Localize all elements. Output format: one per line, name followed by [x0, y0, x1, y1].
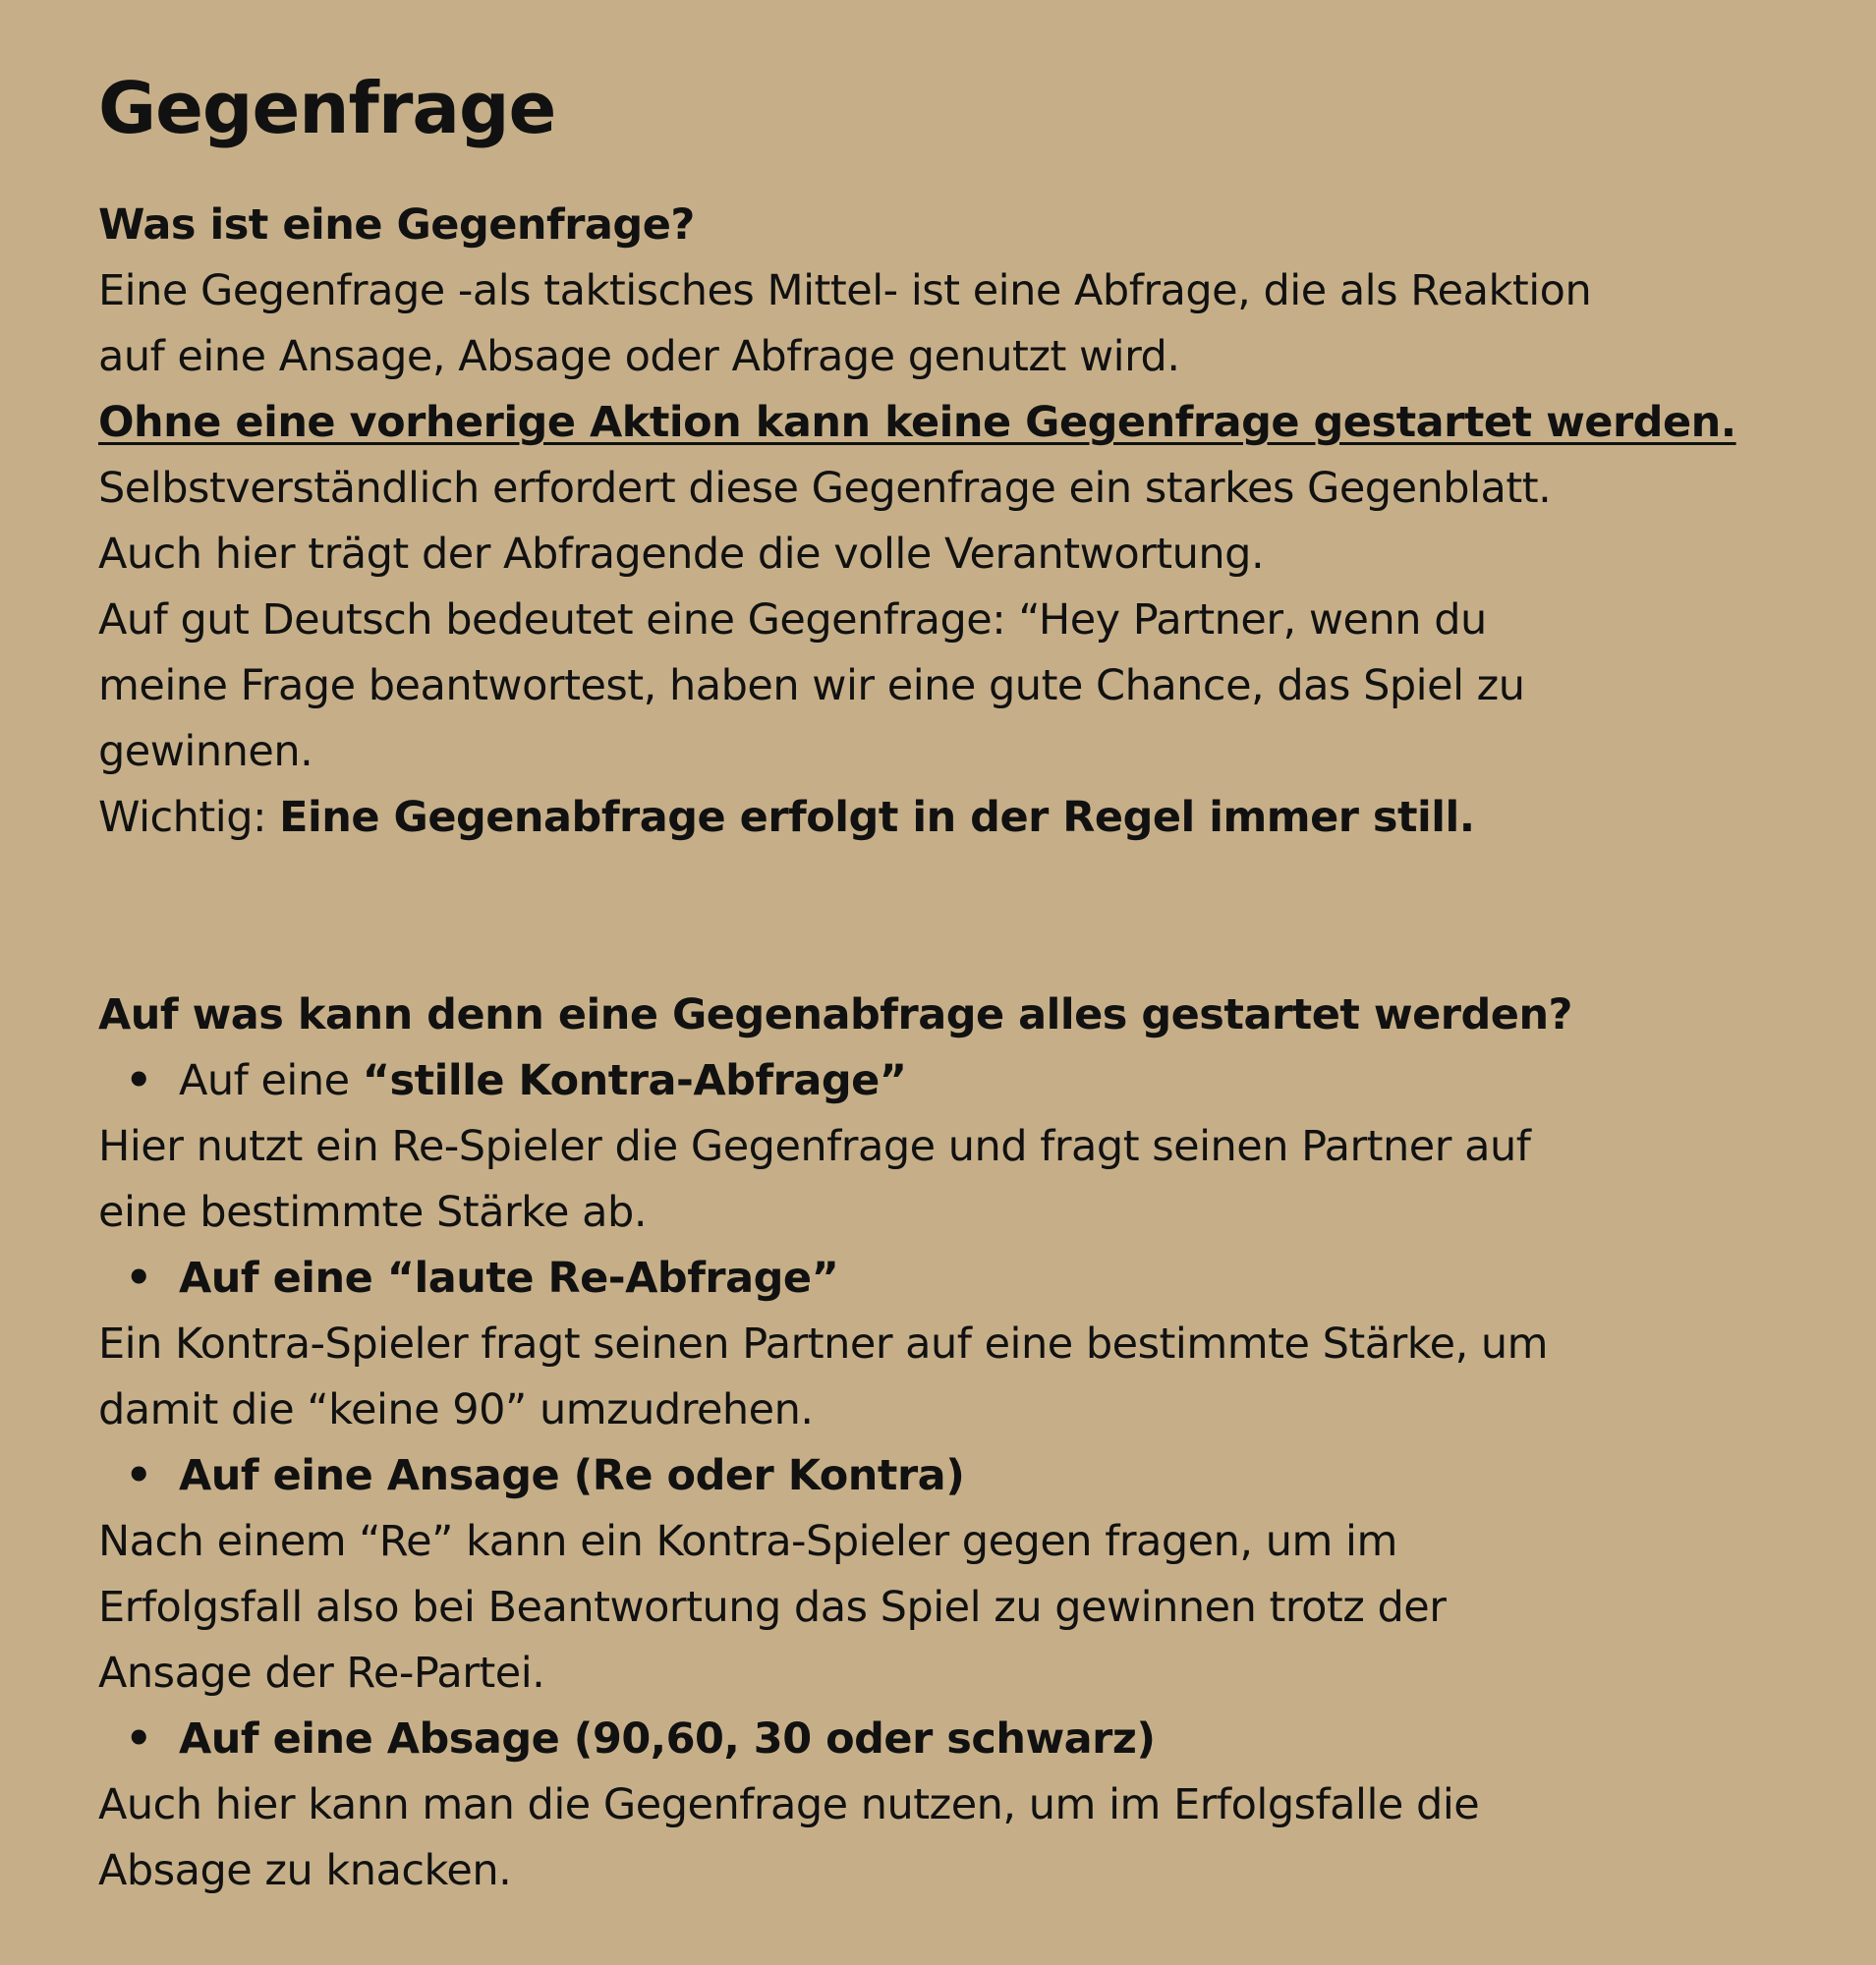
bullet-icon: • [125, 1714, 152, 1764]
paragraph-line: Eine Gegenfrage -als taktisches Mittel- ist eine Abfrage, die als Reaktion [98, 266, 1592, 315]
bullet-description: Ansage der Re-Partei. [98, 1649, 545, 1698]
section-heading: Was ist eine Gegenfrage? [98, 200, 695, 250]
bullet-item [98, 1707, 1778, 1772]
section-heading: Auf was kann denn eine Gegenabfrage alles gestartet werden? [98, 990, 1573, 1039]
paragraph-line: meine Frage beantwortest, haben wir eine gute Chance, das Spiel zu [98, 661, 1525, 710]
paragraph-line: auf eine Ansage, Absage oder Abfrage genutzt wird. [98, 332, 1180, 381]
bullet-label: Auf eine “laute Re-Abfrage” [179, 1254, 839, 1303]
bullet-description: eine bestimmte Stärke ab. [98, 1188, 647, 1237]
important-note [98, 785, 1778, 851]
bullet-description: Absage zu knacken. [98, 1846, 512, 1895]
paragraph-line: gewinnen. [98, 727, 313, 776]
paragraph-line: Auch hier trägt der Abfragende die volle Verantwortung. [98, 530, 1265, 579]
paragraph-line: Auf gut Deutsch bedeutet eine Gegenfrage: “Hey Partner, wenn du [98, 595, 1487, 645]
bullet-item [98, 1048, 1778, 1114]
bullet-label: Auf eine Ansage (Re oder Kontra) [179, 1451, 965, 1500]
paragraph-line: Selbstverständlich erfordert diese Gegenfrage ein starkes Gegenblatt. [98, 464, 1552, 513]
bullet-label: Auf eine Absage (90,60, 30 oder schwarz) [179, 1714, 1156, 1764]
bullet-icon: • [125, 1056, 152, 1105]
bullet-item [98, 1246, 1778, 1312]
bullet-icon: • [125, 1254, 152, 1303]
section-what-is [98, 193, 1778, 851]
bullet-description: Ein Kontra-Spieler fragt seinen Partner auf eine bestimmte Stärke, um [98, 1319, 1549, 1369]
bullet-description: Hier nutzt ein Re-Spieler die Gegenfrage und fragt seinen Partner auf [98, 1122, 1531, 1171]
emphasis-line: Ohne eine vorherige Aktion kann keine Gegenfrage gestartet werden. [98, 398, 1736, 447]
bullet-description: Nach einem “Re” kann ein Kontra-Spieler gegen fragen, um im [98, 1517, 1397, 1566]
bullet-label-bold: “stille Kontra-Abfrage” [362, 1056, 907, 1105]
bullet-icon: • [125, 1451, 152, 1500]
section-spacer [98, 851, 1778, 982]
page-title: Gegenfrage [98, 67, 556, 149]
important-text: Eine Gegenabfrage erfolgt in der Regel immer still. [279, 793, 1475, 842]
bullet-item [98, 1443, 1778, 1509]
important-prefix: Wichtig: [98, 793, 280, 842]
bullet-label [179, 1048, 907, 1114]
section-when [98, 982, 1778, 1904]
bullet-description: Erfolgsfall also bei Beantwortung das Spiel zu gewinnen trotz der [98, 1583, 1447, 1632]
bullet-description: Auch hier kann man die Gegenfrage nutzen, um im Erfolgsfalle die [98, 1780, 1480, 1829]
bullet-label-prefix: Auf eine [179, 1056, 363, 1105]
bullet-description: damit die “keine 90” umzudrehen. [98, 1385, 814, 1434]
